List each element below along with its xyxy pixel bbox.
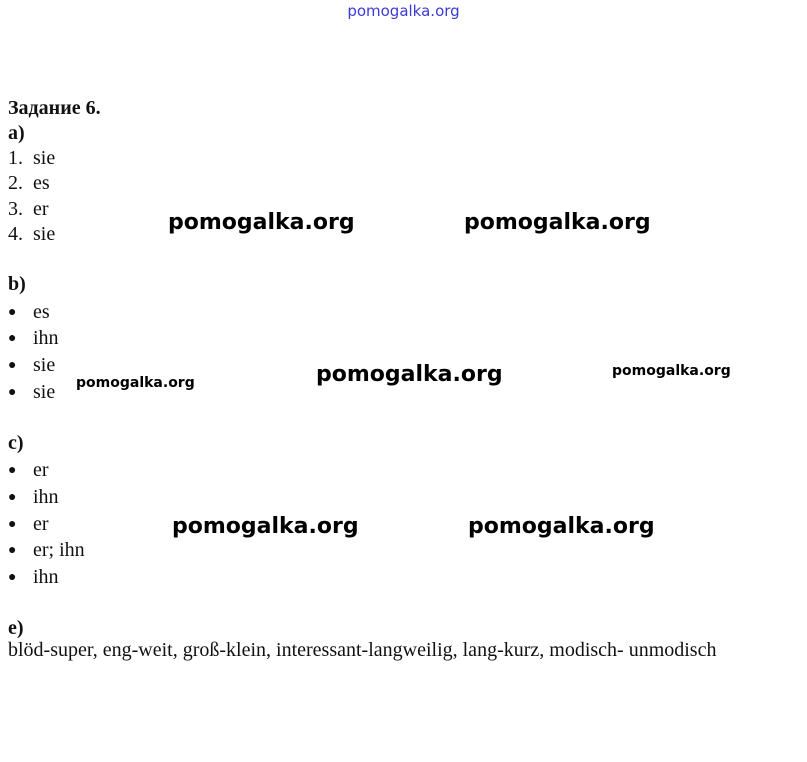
bullet-icon: ● bbox=[8, 358, 17, 373]
item-text: es bbox=[33, 301, 50, 323]
watermark: pomogalka.org bbox=[168, 210, 355, 235]
item-text: ihn bbox=[33, 327, 59, 349]
list-item bbox=[8, 485, 59, 512]
header-site-link[interactable]: pomogalka.org bbox=[347, 2, 460, 20]
section-b-label: b) bbox=[8, 273, 26, 295]
list-item bbox=[8, 512, 49, 539]
bullet-icon: ● bbox=[8, 570, 17, 585]
antonym-pairs-text: blöd-super, eng-weit, groß-klein, interessant-langweilig, lang-kurz, modisch- unmodisch bbox=[8, 639, 717, 661]
bullet-icon: ● bbox=[8, 331, 17, 346]
watermark: pomogalka.org bbox=[612, 363, 731, 379]
list-item bbox=[8, 353, 55, 380]
assignment-title: Задание 6. bbox=[8, 97, 101, 119]
list-item bbox=[8, 458, 49, 485]
list-item bbox=[8, 300, 50, 327]
item-text: sie bbox=[33, 223, 56, 245]
section-c-label: c) bbox=[8, 432, 24, 454]
watermark: pomogalka.org bbox=[316, 362, 503, 387]
watermark: pomogalka.org bbox=[468, 514, 655, 539]
item-number: 1. bbox=[8, 147, 23, 169]
list-item bbox=[8, 146, 55, 170]
bullet-icon: ● bbox=[8, 305, 17, 320]
item-text: er; ihn bbox=[33, 539, 85, 561]
item-number: 4. bbox=[8, 223, 23, 245]
list-item bbox=[8, 222, 55, 246]
section-e-label: e) bbox=[8, 617, 24, 639]
bullet-icon: ● bbox=[8, 517, 17, 532]
item-text: es bbox=[33, 172, 50, 194]
bullet-icon: ● bbox=[8, 543, 17, 558]
list-item bbox=[8, 326, 59, 353]
bullet-icon: ● bbox=[8, 385, 17, 400]
item-number: 2. bbox=[8, 172, 23, 194]
item-text: sie bbox=[33, 147, 56, 169]
list-item bbox=[8, 538, 85, 565]
list-item bbox=[8, 565, 59, 592]
bullet-icon: ● bbox=[8, 490, 17, 505]
item-text: sie bbox=[33, 381, 56, 403]
item-text: er bbox=[33, 198, 49, 220]
item-text: ihn bbox=[33, 486, 59, 508]
item-text: er bbox=[33, 459, 49, 481]
watermark: pomogalka.org bbox=[76, 375, 195, 391]
item-number: 3. bbox=[8, 198, 23, 220]
item-text: ihn bbox=[33, 566, 59, 588]
list-item bbox=[8, 380, 55, 407]
section-a-label: a) bbox=[8, 122, 25, 144]
item-text: sie bbox=[33, 354, 56, 376]
item-text: er bbox=[33, 513, 49, 535]
list-item bbox=[8, 197, 49, 221]
bullet-icon: ● bbox=[8, 463, 17, 478]
watermark: pomogalka.org bbox=[172, 514, 359, 539]
list-item bbox=[8, 171, 50, 195]
watermark: pomogalka.org bbox=[464, 210, 651, 235]
